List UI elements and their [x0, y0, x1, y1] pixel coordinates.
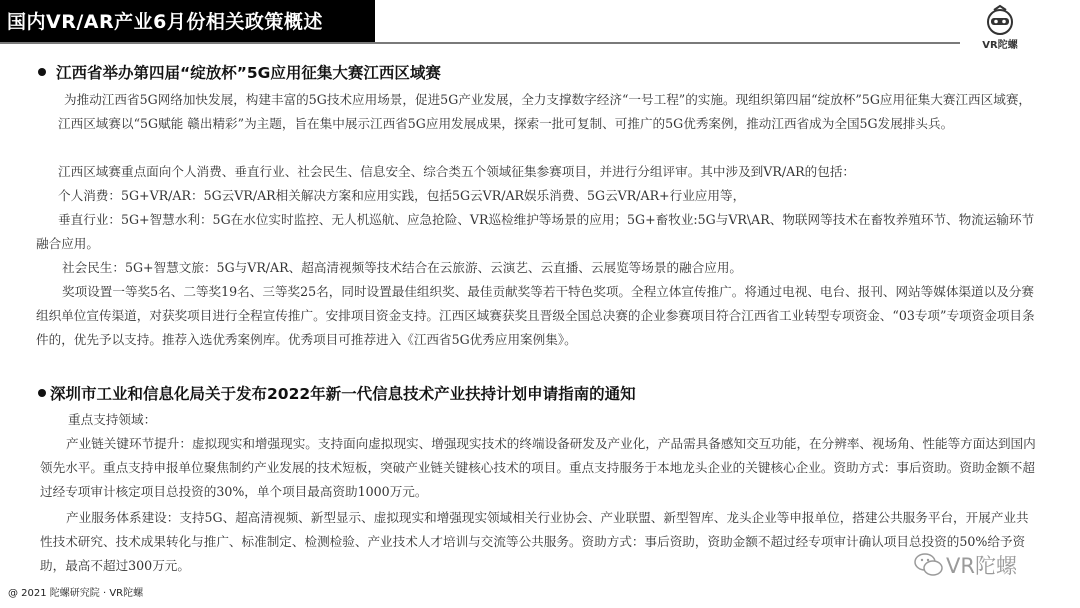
section2-paragraph-1: 重点支持领域： [68, 412, 157, 427]
section1-paragraph-5: 社会民生：5G+智慧文旅：5G与VR/AR、超高清视频等技术结合在云旅游、云演艺、云直播、云展览等场景的融合应用。 [62, 260, 743, 275]
logo-text: VR陀螺 [982, 40, 1018, 51]
section1-paragraph-3: 个人消费：5G+VR/AR：5G云VR/AR相关解决方案和应用实践，包括5G云VR/AR娱乐消费、5G云VR/AR+行业应用等， [58, 188, 746, 203]
section1-heading [38, 61, 441, 83]
header-divider [0, 42, 960, 44]
wechat-watermark [912, 548, 1062, 584]
section2-title: 深圳市工业和信息化局关于发布2022年新一代信息技术产业扶持计划申请指南的通知 [50, 385, 636, 403]
section2-paragraph-3: 产业服务体系建设：支持5G、超高清视频、新型显示、虚拟现实和增强现实领域相关行业协会、产业联盟、新型智库、龙头企业等申报单位，搭建公共服务平台，开展产业共性技术研究、技术成果转化与推广、标准制定、检测检验、产业技术人才培训与交流等公共服务。资助方式：事后资助，资助金额不超过经专项审计确认项目总投资的50%给予资助，最高不超过300万元。 [40, 510, 1029, 573]
section1-title: 江西省举办第四届“绽放杯”5G应用征集大赛江西区域赛 [56, 64, 441, 82]
bullet-icon [38, 68, 46, 76]
page-title: 国内VR/AR产业6月份相关政策概述 [7, 11, 323, 33]
watermark-text: VR陀螺 [946, 554, 1017, 578]
section2-heading [38, 382, 636, 404]
section1-paragraph-4: 垂直行业：5G+智慧水利：5G在水位实时监控、无人机巡航、应急抢险、VR巡检维护等场景的应用；5G+畜牧业:5G与VR\AR、物联网等技术在畜牧养殖环节、物流运输环节融合应用。 [36, 212, 1035, 251]
wechat-icon [914, 552, 944, 578]
section1-paragraph-1: 为推动江西省5G网络加快发展，构建丰富的5G技术应用场景，促进5G产业发展，全力支撑数字经济“一号工程”的实施。现组织第四届“绽放杯”5G应用征集大赛江西区域赛，江西区域赛以“5G赋能 赣出精彩”为主题，旨在集中展示江西省5G应用发展成果，探索一批可复制、可推广的5G优秀案例，推动江西省成为全国5G发展排头兵。 [58, 92, 1032, 131]
title-bar [0, 0, 375, 42]
bullet-icon [38, 389, 46, 397]
section1-paragraph-6: 奖项设置一等奖5名、二等奖19名、三等奖25名，同时设置最佳组织奖、最佳贡献奖等若干特色奖项。全程立体宣传推广。将通过电视、电台、报刊、网站等媒体渠道以及分赛组织单位宣传渠道，对获奖项目进行全程宣传推广。安排项目资金支持。江西区域赛获奖且晋级全国总决赛的企业参赛项目符合江西省工业转型专项资金、“03专项”专项资金项目条件的，优先予以支持。推荐入选优秀案例库。优秀项目可推荐进入《江西省5G优秀应用案例集》。 [36, 284, 1035, 347]
gyroscope-icon [972, 4, 1028, 38]
footer-copyright: @ 2021 陀螺研究院 · VR陀螺 [8, 588, 144, 599]
vr-tuoluo-logo [972, 4, 1028, 51]
section2-paragraph-2: 产业链关键环节提升：虚拟现实和增强现实。支持面向虚拟现实、增强现实技术的终端设备研发及产业化，产品需具备感知交互功能，在分辨率、视场角、性能等方面达到国内领先水平。重点支持申报单位聚焦制约产业发展的技术短板，突破产业链关键核心技术的项目。重点支持服务于本地龙头企业的关键核心企业。资助方式：事后资助。资助金额不超过经专项审计核定项目总投资的30%，单个项目最高资助1000万元。 [40, 436, 1036, 499]
section1-paragraph-2: 江西区域赛重点面向个人消费、垂直行业、社会民生、信息安全、综合类五个领域征集参赛项目，并进行分组评审。其中涉及到VR/AR的包括： [58, 164, 856, 179]
slide-header [0, 0, 1080, 51]
